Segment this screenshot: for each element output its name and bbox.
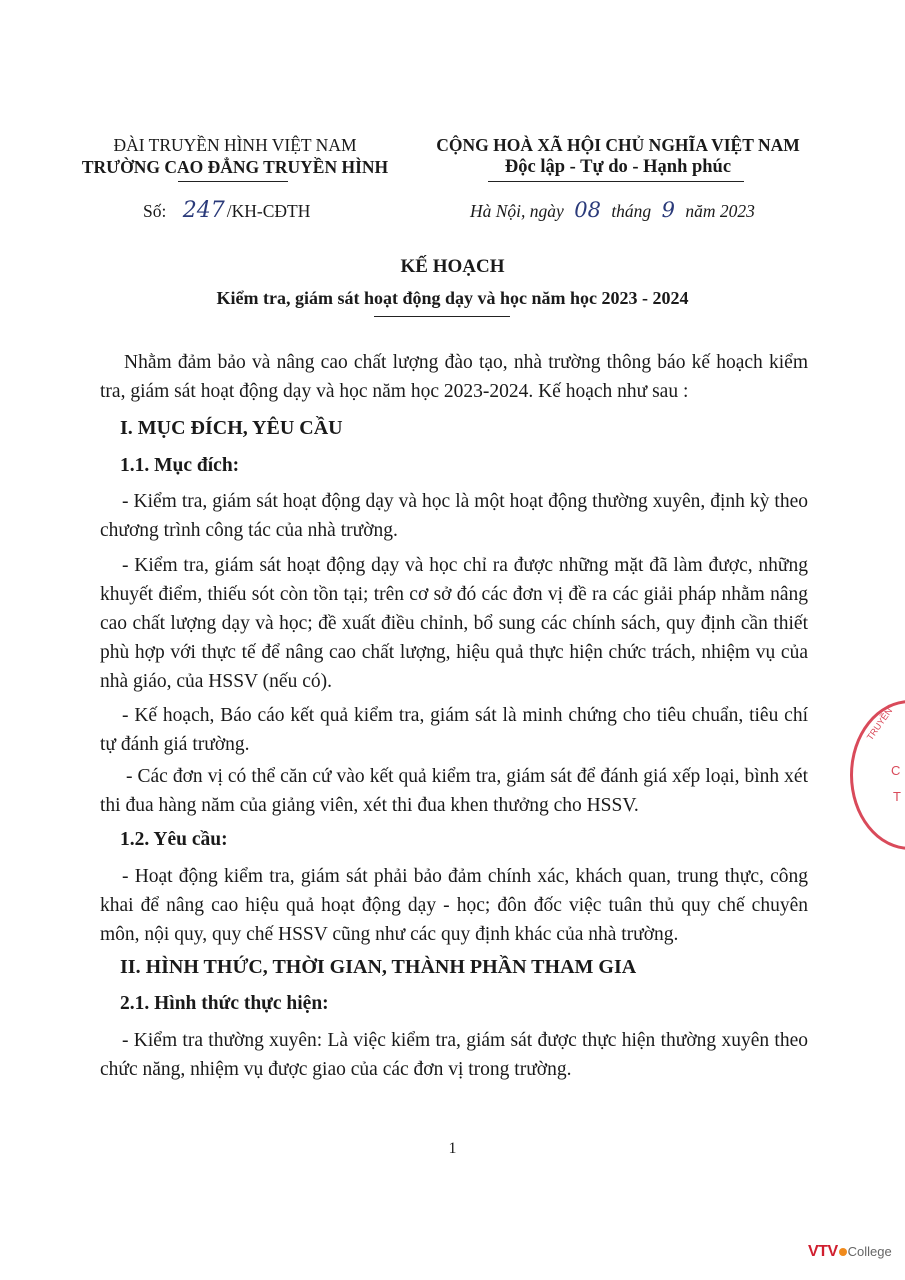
section-1-2-heading: 1.2. Yêu cầu: xyxy=(120,829,228,850)
date-year: năm 2023 xyxy=(685,201,755,221)
official-seal xyxy=(850,700,905,850)
vtv-college-logo xyxy=(808,1243,892,1269)
seal-text-c: T xyxy=(893,789,901,804)
number-suffix: /KH-CĐTH xyxy=(226,201,311,221)
header-left xyxy=(60,134,410,178)
form-item-1-text: - Kiểm tra thường xuyên: Là việc kiểm tra, giám sát được thực hiện thường xuyên theo chức năng, nhiệm vụ được giao của các đơn vị trong trường. xyxy=(100,1030,808,1080)
seal-text-b: C xyxy=(891,763,901,778)
date-line xyxy=(470,198,755,222)
document-subtitle: Kiểm tra, giám sát hoạt động dạy và học năm học 2023 - 2024 xyxy=(216,288,689,308)
header-right xyxy=(418,134,818,178)
requirement-item-1-text: - Hoạt động kiểm tra, giám sát phải bảo đảm chính xác, khách quan, trung thực, công khai để nâng cao hiệu quả hoạt động dạy - học; đôn đốc việc tuân thủ quy chế chuyên môn, nội quy, quy chế HSSV cũng như các quy định khác của nhà trường. xyxy=(100,866,808,945)
purpose-item-4-text: - Các đơn vị có thể căn cứ vào kết quả kiểm tra, giám sát để đánh giá xếp loại, bình xét thi đua hàng năm của giảng viên, xét thi đua khen thưởng cho HSSV. xyxy=(100,766,808,816)
section-2-1-heading: 2.1. Hình thức thực hiện: xyxy=(120,993,329,1014)
page-number: 1 xyxy=(448,1140,457,1157)
logo-college: College xyxy=(847,1244,892,1259)
intro-text: Nhằm đảm bảo và nâng cao chất lượng đào tạo, nhà trường thông báo kế hoạch kiểm tra, giám sát hoạt động dạy và học năm học 2023-2024. Kế hoạch như sau : xyxy=(100,352,808,402)
purpose-item-4 xyxy=(100,762,808,820)
number-handwritten: 247 xyxy=(182,198,225,223)
motto-underline xyxy=(488,181,744,182)
purpose-item-2-text: - Kiểm tra, giám sát hoạt động dạy và học chỉ ra được những mặt đã làm được, những khuyết điểm, thiếu sót còn tồn tại; trên cơ sở đó các đơn vị đề ra các giải pháp nhằm nâng cao chất lượng dạy và học; đề xuất điều chỉnh, bổ sung các chính sách, quy định cần thiết phù hợp với thực tế để nâng cao chất lượng, hiệu quả thực hiện chức trách, nhiệm vụ của nhà giáo, của HSSV (nếu có). xyxy=(100,555,808,692)
header-left-underline xyxy=(178,181,288,182)
title-underline xyxy=(374,316,510,317)
logo-vtv: VTV xyxy=(808,1243,838,1260)
number-prefix: Số: xyxy=(143,201,167,221)
seal-text-a: TRUYỀN xyxy=(864,705,895,743)
section-1-1-heading: 1.1. Mục đích: xyxy=(120,455,240,476)
purpose-item-3 xyxy=(100,701,808,759)
date-month: 9 xyxy=(661,198,675,222)
section-2-heading: II. HÌNH THỨC, THỜI GIAN, THÀNH PHẦN THAM GIA xyxy=(120,956,637,978)
document-title: KẾ HOẠCH xyxy=(400,256,505,277)
intro-paragraph xyxy=(100,348,808,406)
org-name: ĐÀI TRUYỀN HÌNH VIỆT NAM xyxy=(113,135,357,155)
school-name: TRƯỜNG CAO ĐẲNG TRUYỀN HÌNH xyxy=(81,157,389,177)
date-prefix: Hà Nội, ngày xyxy=(470,201,564,221)
section-1-heading: I. MỤC ĐÍCH, YÊU CẦU xyxy=(120,417,343,439)
republic-name: CỘNG HOÀ XÃ HỘI CHỦ NGHĨA VIỆT NAM xyxy=(436,135,800,155)
date-month-label: tháng xyxy=(611,201,652,221)
purpose-item-3-text: - Kế hoạch, Báo cáo kết quả kiểm tra, giám sát là minh chứng cho tiêu chuẩn, tiêu chí tự đánh giá trường. xyxy=(100,705,808,755)
purpose-item-2 xyxy=(100,551,808,696)
date-day: 08 xyxy=(574,198,601,222)
form-item-1 xyxy=(100,1026,808,1084)
document-number xyxy=(143,198,310,223)
purpose-item-1 xyxy=(100,487,808,545)
motto: Độc lập - Tự do - Hạnh phúc xyxy=(504,157,732,177)
logo-dot-icon xyxy=(839,1248,847,1256)
purpose-item-1-text: - Kiểm tra, giám sát hoạt động dạy và học là một hoạt động thường xuyên, định kỳ theo chương trình công tác của nhà trường. xyxy=(100,491,808,541)
requirement-item-1 xyxy=(100,862,808,949)
